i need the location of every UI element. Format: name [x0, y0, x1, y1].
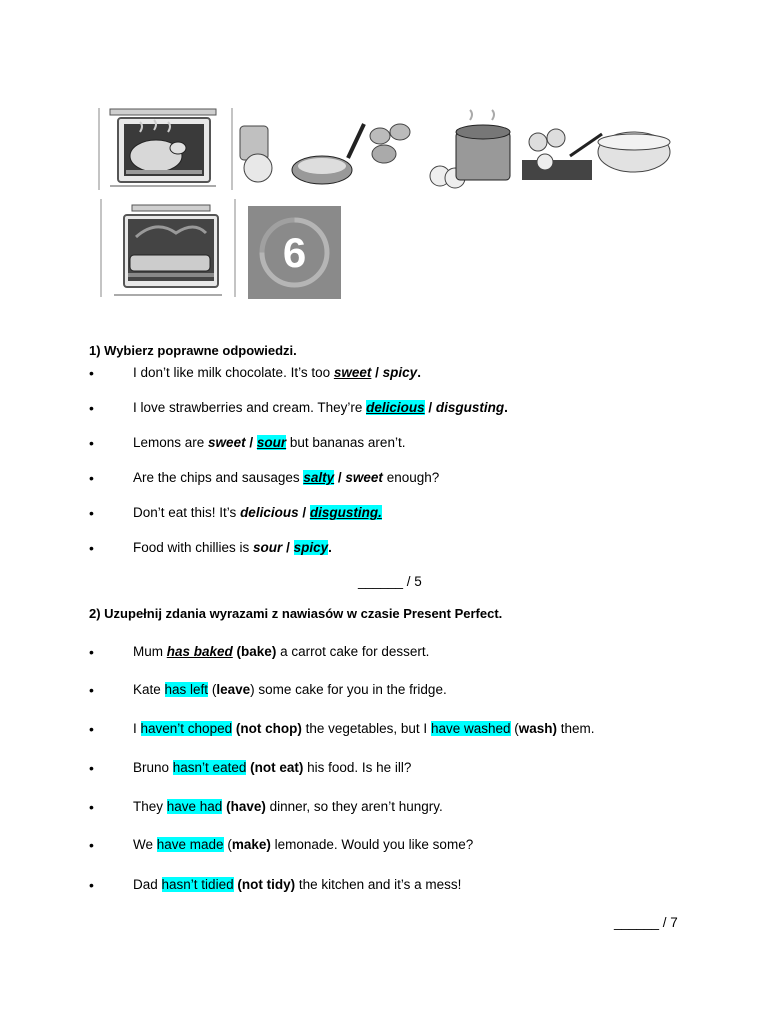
option-a: delicious	[240, 505, 299, 520]
section2-heading: 2) Uzupełnij zdania wyrazami z nawiasów w czasie Present Perfect.	[89, 606, 503, 621]
list-item	[0, 760, 768, 780]
sentence	[133, 540, 332, 555]
option-separator: /	[245, 435, 257, 450]
sentence-text: lemonade. Would you like some?	[270, 837, 474, 852]
sentence-text: Dad	[133, 877, 162, 892]
unit-six-badge-icon	[248, 206, 341, 299]
sentence-text: They	[133, 799, 167, 814]
sentence-text: the kitchen and it’s a mess!	[295, 877, 462, 892]
option-separator: /	[424, 400, 436, 415]
sentence	[133, 365, 421, 380]
option-a: salty	[303, 470, 335, 485]
answer: has baked	[166, 644, 233, 659]
verb-hint: wash)	[518, 721, 558, 736]
list-item	[0, 435, 768, 455]
section2-score: ______ / 7	[614, 915, 678, 930]
bullet-icon: •	[89, 540, 94, 556]
list-item	[0, 470, 768, 490]
verb-hint: (not chop)	[235, 721, 302, 736]
sentence-text: I	[133, 721, 141, 736]
list-item	[0, 837, 768, 857]
option-b: disgusting	[435, 400, 505, 415]
unit-number: 6	[282, 229, 307, 276]
sentence-text: (	[208, 682, 217, 697]
option-a: sour	[253, 540, 283, 555]
option-separator: /	[282, 540, 294, 555]
baking-pie-oven-icon	[98, 197, 238, 299]
sentence-text: I don’t like milk chocolate. It’s too	[133, 365, 334, 380]
option-separator: /	[298, 505, 310, 520]
option-b: spicy	[293, 540, 329, 555]
sentence	[133, 837, 473, 852]
sentence	[133, 799, 443, 814]
option-a: sweet	[208, 435, 246, 450]
bullet-icon: •	[89, 837, 94, 853]
list-item	[0, 682, 768, 702]
sentence	[133, 644, 429, 659]
list-item	[0, 721, 768, 741]
sentence-text: Bruno	[133, 760, 173, 775]
verb-hint: (have)	[226, 799, 266, 814]
list-item	[0, 400, 768, 420]
bullet-icon: •	[89, 877, 94, 893]
list-item	[0, 644, 768, 664]
option-a: delicious	[366, 400, 425, 415]
bullet-icon: •	[89, 799, 94, 815]
option-separator: /	[334, 470, 346, 485]
sentence-text: dinner, so they aren’t hungry.	[265, 799, 443, 814]
sentence	[133, 721, 595, 736]
sentence-end: enough?	[382, 470, 440, 485]
roast-chicken-oven-icon	[96, 106, 230, 192]
sentence-text: Are the chips and sausages	[133, 470, 304, 485]
sentence-text: a carrot cake for dessert.	[276, 644, 430, 659]
sentence	[133, 400, 508, 415]
bullet-icon: •	[89, 365, 94, 381]
sentence	[133, 760, 411, 775]
sentence-text: Don’t eat this! It’s	[133, 505, 241, 520]
verb-hint: make)	[231, 837, 271, 852]
answer: hasn’t tidied	[161, 877, 234, 892]
list-item	[0, 365, 768, 385]
sentence-text: I love strawberries and cream. They’re	[133, 400, 367, 415]
bullet-icon: •	[89, 400, 94, 416]
list-item	[0, 799, 768, 819]
sentence-text: ) some cake for you in the fridge.	[250, 682, 447, 697]
section1-score: ______ / 5	[358, 574, 422, 589]
answer: have washed	[430, 721, 511, 736]
bullet-icon: •	[89, 470, 94, 486]
answer: have made	[156, 837, 224, 852]
answer: haven’t choped	[140, 721, 233, 736]
sentence	[133, 470, 439, 485]
sentence-end: .	[328, 540, 332, 555]
sentence-end: .	[504, 400, 508, 415]
option-b: sweet	[345, 470, 383, 485]
sentence-text: (	[223, 837, 232, 852]
sentence	[133, 505, 382, 520]
list-item	[0, 540, 768, 560]
sentence-text: Kate	[133, 682, 165, 697]
list-item	[0, 505, 768, 525]
sentence-text: the vegetables, but I	[301, 721, 431, 736]
verb-hint: (bake)	[236, 644, 277, 659]
answer: has left	[164, 682, 209, 697]
verb-hint: (not eat)	[250, 760, 304, 775]
cooking-ingredients-icon	[230, 106, 680, 192]
sentence-text: Mum	[133, 644, 167, 659]
sentence-end: but bananas aren’t.	[286, 435, 406, 450]
sentence-text: Lemons are	[133, 435, 209, 450]
answer: hasn’t eated	[172, 760, 247, 775]
sentence	[133, 435, 405, 450]
bullet-icon: •	[89, 505, 94, 521]
option-a: sweet	[333, 365, 372, 380]
sentence-text: Food with chillies is	[133, 540, 254, 555]
option-b: disgusting.	[309, 505, 382, 520]
bullet-icon: •	[89, 682, 94, 698]
section1-heading: 1) Wybierz poprawne odpowiedzi.	[89, 343, 297, 358]
verb-hint: leave	[216, 682, 251, 697]
sentence	[133, 682, 447, 697]
sentence-end: .	[417, 365, 421, 380]
sentence	[133, 877, 461, 892]
option-separator: /	[371, 365, 383, 380]
answer: have had	[166, 799, 223, 814]
list-item	[0, 877, 768, 897]
bullet-icon: •	[89, 435, 94, 451]
verb-hint: (not tidy)	[237, 877, 296, 892]
bullet-icon: •	[89, 760, 94, 776]
bullet-icon: •	[89, 644, 94, 660]
option-b: spicy	[382, 365, 418, 380]
sentence-text: them.	[557, 721, 595, 736]
sentence-text: (	[510, 721, 519, 736]
option-b: sour	[256, 435, 287, 450]
bullet-icon: •	[89, 721, 94, 737]
sentence-text: his food. Is he ill?	[303, 760, 412, 775]
sentence-text: We	[133, 837, 157, 852]
